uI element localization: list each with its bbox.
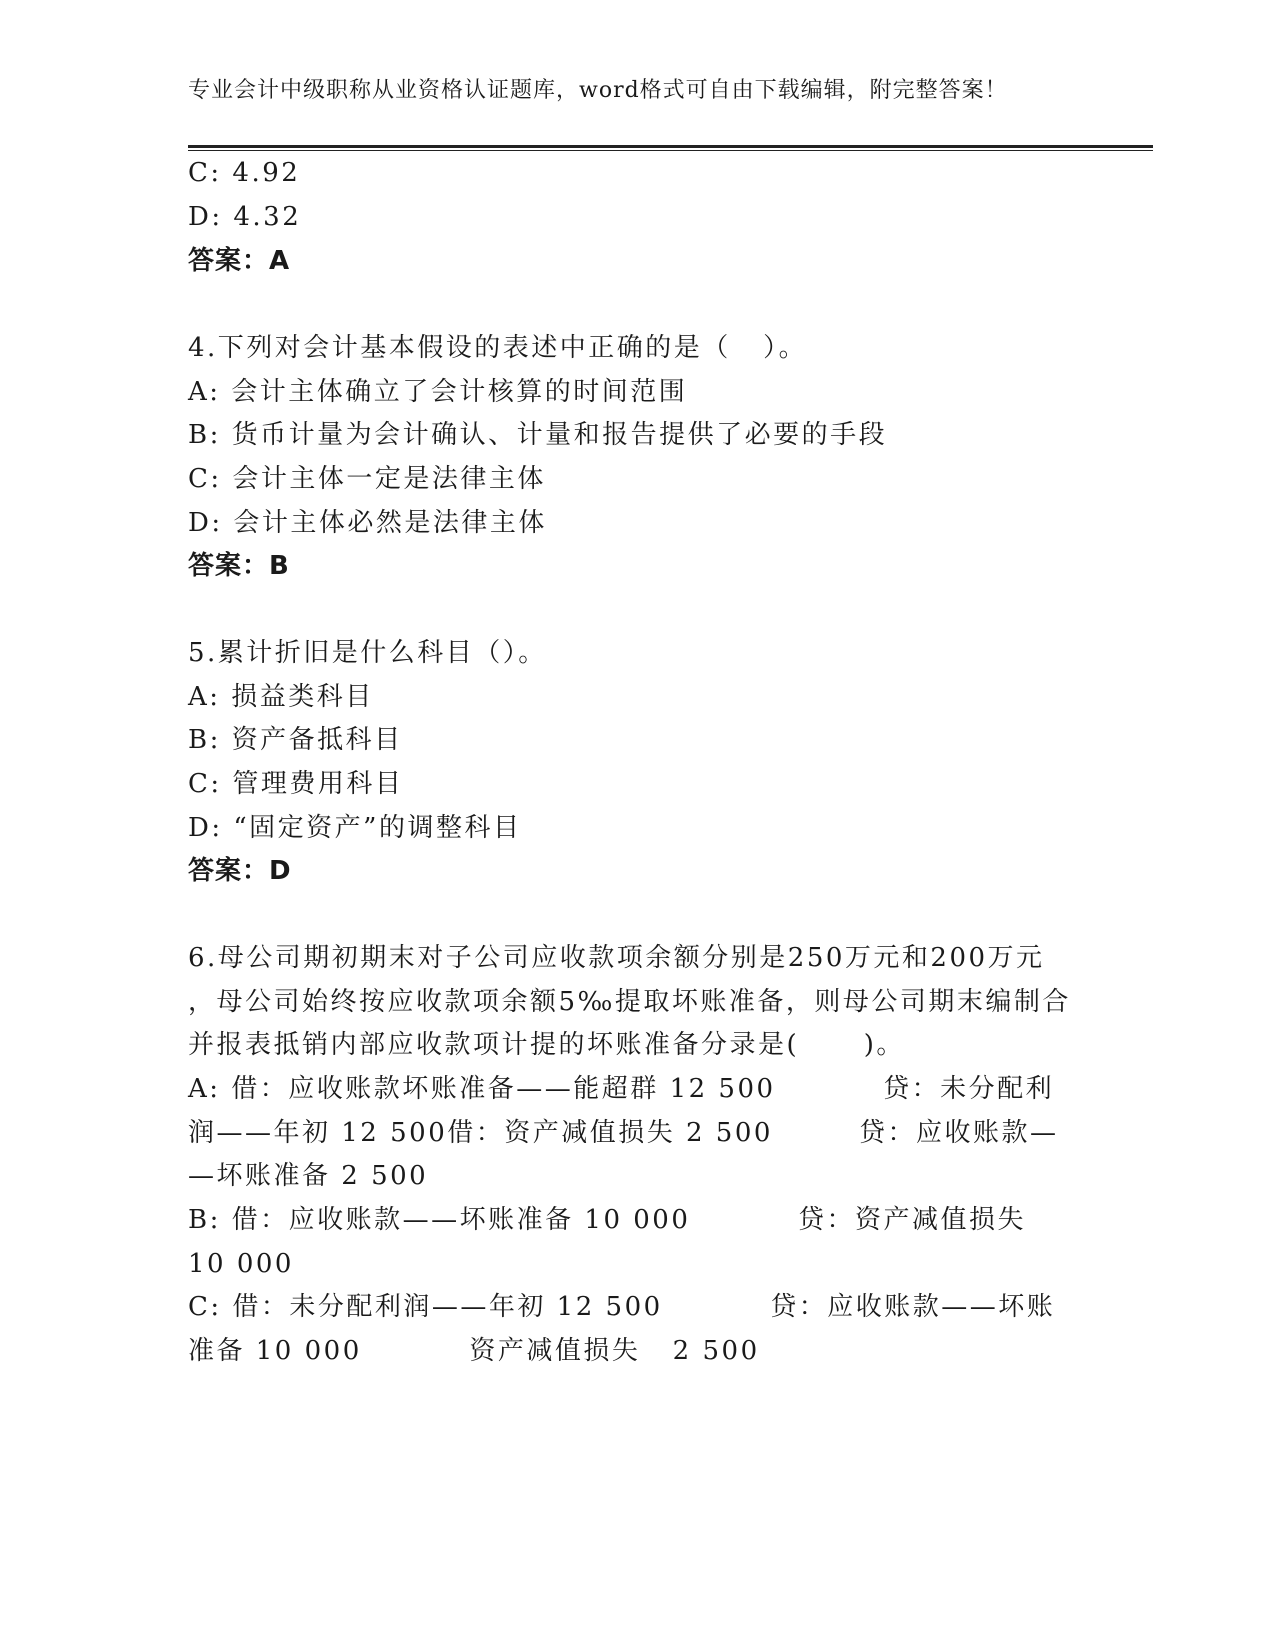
option-line: C: 管理费用科目 (188, 769, 404, 799)
option-line: A: 损益类科目 (188, 682, 374, 712)
option-line: C: 借：未分配利润——年初 12 500 贷：应收账款——坏账 (188, 1292, 1056, 1322)
answer-line: 答案：B (188, 551, 290, 581)
option-line: A: 会计主体确立了会计核算的时间范围 (188, 377, 688, 407)
answer-line: 答案：A (188, 246, 291, 276)
option-line: B: 资产备抵科目 (188, 725, 403, 755)
option-line: —坏账准备 2 500 (188, 1161, 429, 1191)
option-line: D: 4.32 (188, 202, 302, 232)
option-line: B: 货币计量为会计确认、计量和报告提供了必要的手段 (188, 420, 888, 450)
answer-line: 答案：D (188, 856, 292, 886)
option-line: 润——年初 12 500借：资产减值损失 2 500 贷：应收账款— (188, 1118, 1059, 1148)
page-header: 专业会计中级职称从业资格认证题库，word格式可自由下载编辑，附完整答案！ (188, 78, 1008, 103)
option-line: D: 会计主体必然是法律主体 (188, 508, 547, 538)
option-line: C: 会计主体一定是法律主体 (188, 464, 546, 494)
option-line: D: “固定资产”的调整科目 (188, 813, 522, 843)
question-line: ，母公司始终按应收款项余额5‰提取坏账准备，则母公司期末编制合 (188, 987, 1071, 1017)
option-line: 准备 10 000 资产减值损失 2 500 (188, 1336, 760, 1366)
option-line: 10 000 (188, 1249, 294, 1279)
question-line: 并报表抵销内部应收款项计提的坏账准备分录是( )。 (188, 1030, 905, 1060)
option-line: A: 借：应收账款坏账准备——能超群 12 500 贷：未分配利 (188, 1074, 1055, 1104)
question-line: 5.累计折旧是什么科目（）。 (188, 638, 547, 668)
header-divider (188, 145, 1153, 151)
question-line: 4.下列对会计基本假设的表述中正确的是（ ）。 (188, 333, 808, 363)
question-line: 6.母公司期初期末对子公司应收款项余额分别是250万元和200万元 (188, 943, 1045, 973)
option-line: C: 4.92 (188, 158, 301, 188)
option-line: B: 借：应收账款——坏账准备 10 000 贷：资产减值损失 (188, 1205, 1027, 1235)
